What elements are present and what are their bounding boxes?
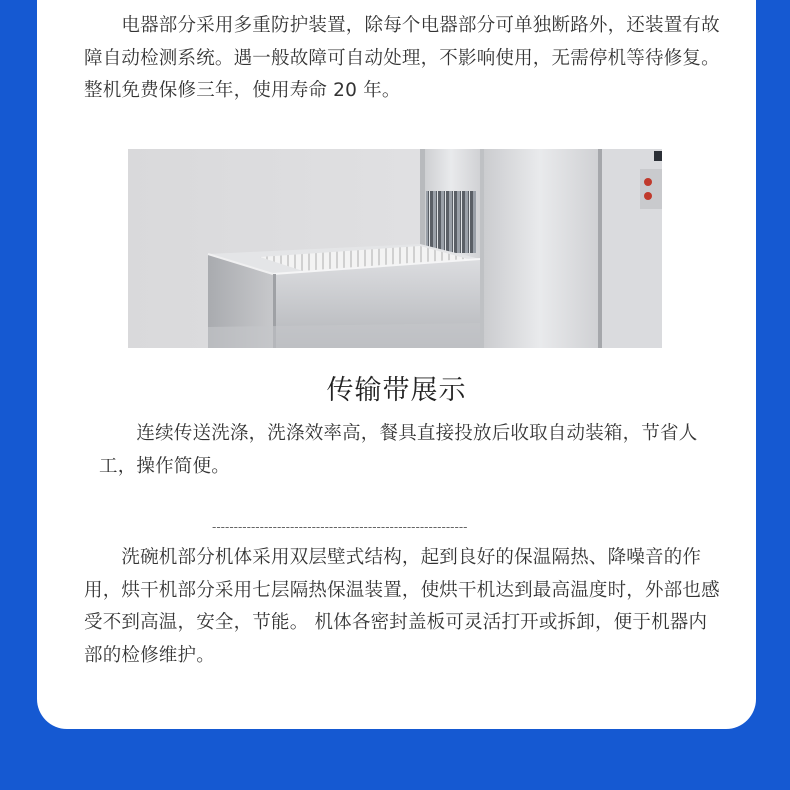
paragraph-conveyor-washing: 连续传送洗涤，洗涤效率高，餐具直接投放后收取自动装箱，节省人工，操作简便。 (99, 423, 698, 477)
image-caption: 传输带展示 (326, 375, 467, 406)
content-card (37, 0, 756, 729)
conveyor-belt-photo (128, 149, 662, 348)
paragraph-electrical-protection: 电器部分采用多重防护装置，除每个电器部分可单独断路外，还装置有故障自动检测系统。遇一般故障可自动处理，不影响使用，无需停机等待修复。整机免费保修三年，使用寿命 20 年。 (84, 15, 720, 101)
dashed-divider: ----------------------------------------------------------- (212, 520, 468, 534)
paragraph-insulation-structure: 洗碗机部分机体采用双层壁式结构，起到良好的保温隔热、降噪音的作用，烘干机部分采用七层隔热保温装置，使烘干机达到最高温度时，外部也感受不到高温，安全，节能。 机体各密封盖板可灵活打开或拆卸，便于机器内部的检修维护。 (84, 547, 720, 666)
